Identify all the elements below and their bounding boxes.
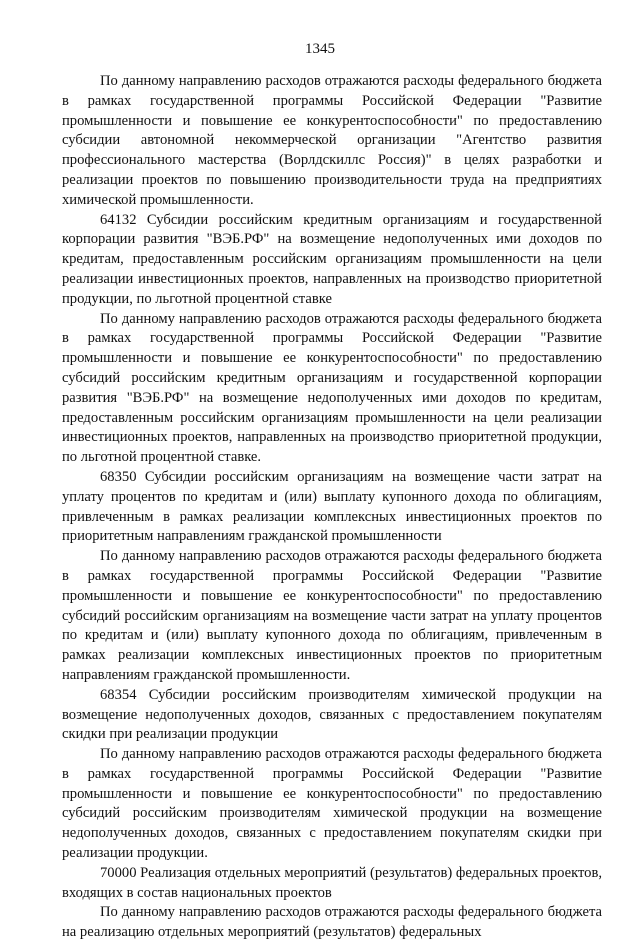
page-number: 1345 <box>305 41 335 57</box>
document-body <box>62 72 602 943</box>
paragraph-code-heading: 68350 Субсидии российским организациям на возмещение части затрат на уплату процентов по кредитам и (или) выплату купонного дохода по облигациям, привлеченным в рамках реализации комплексных инвестиционных проектов по приоритетным направлениям гражданской промышленности <box>62 468 602 545</box>
paragraph-description: По данному направлению расходов отражаются расходы федерального бюджета в рамках государственной программы Российской Федерации "Развитие промышленности и повышение ее конкурентоспособности" по предоставлению субсидий российским организациям на возмещение части затрат на уплату процентов по кредитам и (или) выплату купонного дохода по облигациям, привлеченным в рамках реализации комплексных инвестиционных проектов по приоритетным направлениям гражданской промышленности. <box>62 548 602 683</box>
paragraph-description: По данному направлению расходов отражаются расходы федерального бюджета в рамках государственной программы Российской Федерации "Развитие промышленности и повышение ее конкурентоспособности" по предоставлению субсидии автономной некоммерческой организации "Агентство развития профессионального мастерства (Ворлдскиллс Россия)" в целях разработки и реализации проектов по повышению производительности труда на предприятиях химической промышленности. <box>62 73 602 208</box>
paragraph-description: По данному направлению расходов отражаются расходы федерального бюджета в рамках государственной программы Российской Федерации "Развитие промышленности и повышение ее конкурентоспособности" по предоставлению субсидий российским производителям химической продукции на возмещение недополученных доходов, связанных с предоставлением покупателям скидки при реализации продукции. <box>62 746 602 862</box>
paragraph-code-heading: 64132 Субсидии российским кредитным организациям и государственной корпорации развития "ВЭБ.РФ" на возмещение недополученных ими доходов по кредитам, предоставленным российским организациям промышленности на цели реализации инвестиционных проектов, направленных на производство приоритетной продукции, по льготной процентной ставке <box>62 211 602 307</box>
paragraph-code-heading: 70000 Реализация отдельных мероприятий (результатов) федеральных проектов, входящих в состав национальных проектов <box>62 864 602 901</box>
paragraph-code-heading: 68354 Субсидии российским производителям химической продукции на возмещение недополученных доходов, связанных с предоставлением покупателям скидки при реализации продукции <box>62 686 602 743</box>
paragraph-description: По данному направлению расходов отражаются расходы федерального бюджета на реализацию отдельных мероприятий (результатов) федеральных <box>62 904 602 941</box>
paragraph-description: По данному направлению расходов отражаются расходы федерального бюджета в рамках государственной программы Российской Федерации "Развитие промышленности и повышение ее конкурентоспособности" по предоставлению субсидий российским кредитным организациям и государственной корпорации развития "ВЭБ.РФ" на возмещение недополученных ими доходов по кредитам, предоставленным российским организациям промышленности на цели реализации инвестиционных проектов, направленных на производство приоритетной продукции, по льготной процентной ставке. <box>62 310 602 466</box>
